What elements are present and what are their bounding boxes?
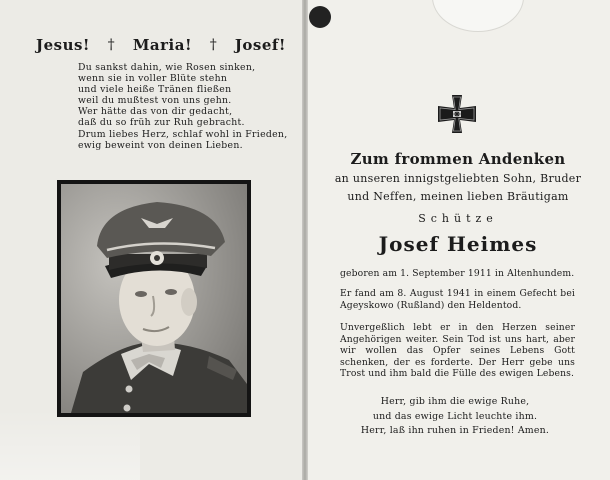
cross-icon: † xyxy=(209,37,218,53)
subtitle-line-2: und Neffen, meinen lieben Bräutigam xyxy=(347,190,569,203)
death-text: Er fand am 8. August 1941 in einem Gefecht bei Ageyskowo (Rußland) den Heldentod. xyxy=(340,288,575,311)
soldier-portrait-icon xyxy=(61,184,247,413)
soldier-portrait xyxy=(61,184,247,413)
birth-text: geboren am 1. September 1911 in Altenhundem. xyxy=(340,268,575,279)
poem-line: daß du so früh zur Ruh gebracht. xyxy=(78,117,245,129)
heading-jesus: Jesus! xyxy=(36,36,91,54)
portrait-frame xyxy=(57,180,251,417)
prayer-line: Herr, gib ihm die ewige Ruhe, xyxy=(380,396,530,407)
cross-icon: † xyxy=(107,37,116,53)
military-rank: Schütze xyxy=(418,212,498,225)
iron-cross-icon xyxy=(436,93,478,135)
prayer-line: Herr, laß ihn ruhen in Frieden! Amen. xyxy=(360,425,550,436)
punch-hole xyxy=(309,6,331,28)
card-fold xyxy=(302,0,308,480)
poem-line: Du sankst dahin, wie Rosen sinken, xyxy=(78,62,256,73)
heading-maria: Maria! xyxy=(132,36,193,54)
memorial-title: Zum frommen Andenken xyxy=(350,150,566,168)
heading-josef: Josef! xyxy=(234,36,286,54)
poem-line: weil du mußtest von uns gehn. xyxy=(78,95,232,107)
poem-line: wenn sie in voller Blüte stehn xyxy=(78,73,228,85)
poem-line: ewig beweint von deinen Lieben. xyxy=(78,139,243,151)
memorial-poem xyxy=(78,62,298,151)
poem-line: und viele heiße Tränen fließen xyxy=(78,84,232,96)
invocation-heading xyxy=(36,36,286,54)
poem-line: Wer hätte das von dir gedacht, xyxy=(78,106,233,118)
closing-prayer xyxy=(330,395,580,439)
tribute-text: Unvergeßlich lebt er in den Herzen seiner Angehörigen weiter. Sein Tod ist uns hart, aber wir wollen das Opfer seines Lebens Gott schenken, der es forderte. Der Herr gebe uns Trost und ihm bald die Fülle des ewigen Lebens. xyxy=(340,322,575,380)
deceased-name: Josef Heimes xyxy=(378,232,538,256)
poem-line: Drum liebes Herz, schlaf wohl in Frieden, xyxy=(78,128,288,140)
prayer-line: und das ewige Licht leuchte ihm. xyxy=(372,410,538,422)
subtitle-line-1: an unseren innigstgeliebten Sohn, Bruder xyxy=(334,172,582,185)
tape-residue xyxy=(0,408,140,480)
